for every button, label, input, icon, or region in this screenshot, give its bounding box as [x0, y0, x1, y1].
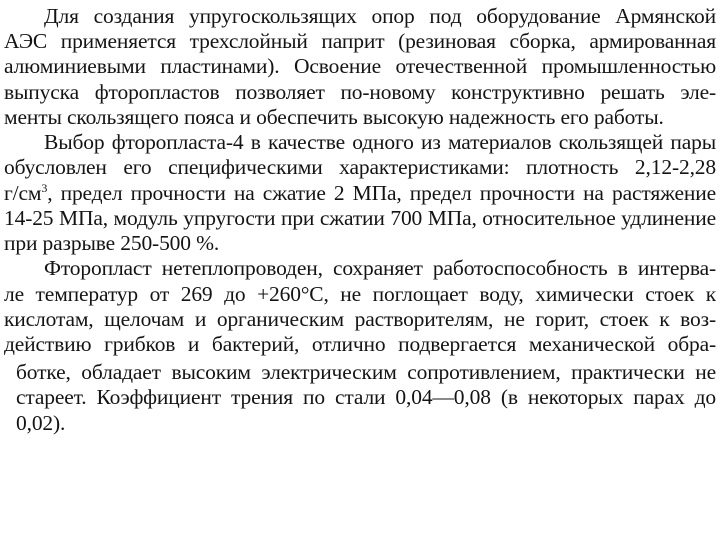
paragraph-1-line-4: выпуска фторопластов позволяет по-новому конструктивно решать эле-	[4, 80, 716, 104]
paragraph-3-line-3: кислотам, щелочам и органическим растворителям, не горит, стоек к воз-	[4, 307, 716, 331]
paragraph-3-line-2: ле температур от 269 до +260°С, не поглощает воду, химически стоек к	[4, 282, 716, 306]
paragraph-3-continued-line-3: 0,02).	[16, 411, 66, 435]
paragraph-2-line-1: Выбор фторопласта-4 в качестве одного из материалов скользящей пары	[44, 130, 716, 154]
paragraph-3-continued-line-2: стареет. Коэффициент трения по стали 0,04—0,08 (в некоторых парах до	[16, 385, 716, 409]
paragraph-1-line-2: АЭС применяется трехслойный паприт (резиновая сборка, армированная	[4, 29, 716, 53]
paragraph-1-line-3: алюминиевыми пластинами). Освоение отечественной промышленностью	[4, 54, 716, 78]
paragraph-3-line-4: действию грибков и бактерий, отлично подвергается механической обра-	[4, 332, 716, 356]
paragraph-1-line-5: менты скользящего пояса и обеспечить высокую надежность его работы.	[4, 105, 664, 129]
paragraph-2-line-3-text: предел прочности на сжатие 2 МПа, предел прочности на растяжение	[60, 181, 716, 205]
paragraph-3-line-1: Фторопласт нетеплопроводен, сохраняет работоспособность в интерва-	[44, 256, 716, 280]
paragraph-1-line-1: Для создания упругоскользящих опор под оборудование Армянской	[44, 4, 716, 28]
paragraph-3-continued-line-1: ботке, обладает высоким электрическим сопротивлением, практически не	[16, 360, 716, 384]
paragraph-2-line-3: $г/см^3$, предел прочности на сжатие 2 МПа, предел прочности на растяжение	[4, 180, 716, 205]
density-unit: г/см	[4, 181, 42, 205]
paragraph-2-line-5: при разрыве 250-500 %.	[4, 231, 220, 255]
density-unit-exponent: 3	[41, 180, 48, 195]
paragraph-2-line-4: 14-25 МПа, модуль упругости при сжатии 700 МПа, относительное удлинение	[4, 206, 716, 230]
paragraph-2-line-2: обусловлен его специфическими характеристиками: плотность 2,12-2,28	[4, 155, 716, 179]
